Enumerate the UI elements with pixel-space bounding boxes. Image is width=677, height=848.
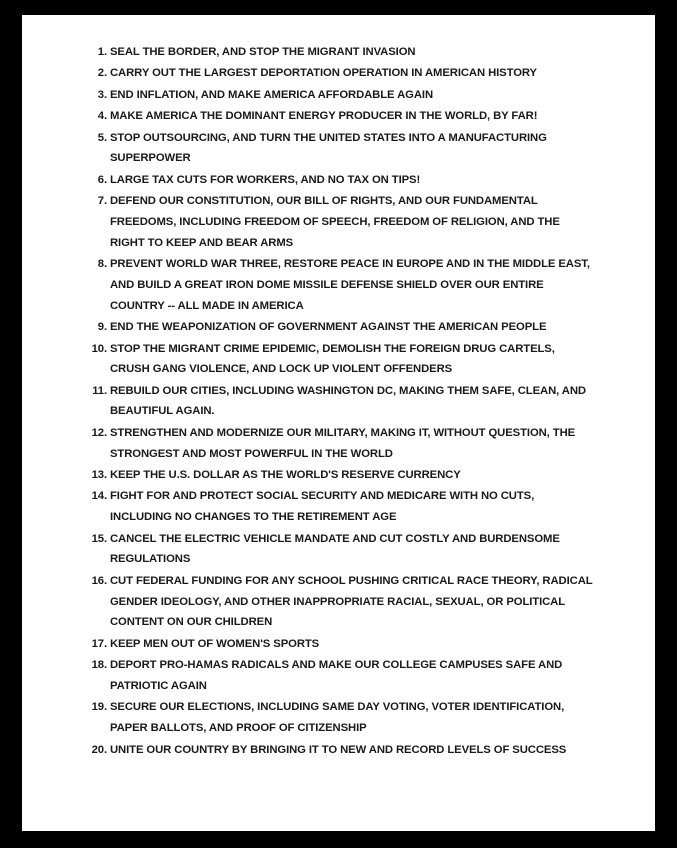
item-text: CUT FEDERAL FUNDING FOR ANY SCHOOL PUSHING CRITICAL RACE THEORY, RADICAL GENDER IDEOLOGY, AND OTHER INAPPROPRIATE RACIAL, SEXUAL, OR POLITICAL CONTENT ON OUR CHILDREN	[110, 574, 593, 629]
item-number: 14.	[91, 490, 107, 503]
list-item	[22, 655, 655, 697]
item-text: LARGE TAX CUTS FOR WORKERS, AND NO TAX ON TIPS!	[110, 173, 421, 186]
item-text: STRENGTHEN AND MODERNIZE OUR MILITARY, MAKING IT, WITHOUT QUESTION, THE STRONGEST AND MOST POWERFUL IN THE WORLD	[110, 426, 576, 460]
item-text: END THE WEAPONIZATION OF GOVERNMENT AGAINST THE AMERICAN PEOPLE	[110, 321, 547, 334]
item-number: 20.	[91, 743, 107, 756]
list-item	[22, 191, 655, 253]
item-number: 19.	[91, 701, 107, 714]
item-number: 17.	[91, 637, 107, 650]
item-text: FIGHT FOR AND PROTECT SOCIAL SECURITY AND MEDICARE WITH NO CUTS, INCLUDING NO CHANGES TO THE RETIREMENT AGE	[110, 490, 535, 524]
item-text: CARRY OUT THE LARGEST DEPORTATION OPERATION IN AMERICAN HISTORY	[110, 67, 537, 80]
list-item	[22, 634, 655, 655]
item-number: 2.	[97, 67, 107, 80]
list-item	[22, 170, 655, 191]
list-item	[22, 254, 655, 316]
item-text: DEPORT PRO-HAMAS RADICALS AND MAKE OUR COLLEGE CAMPUSES SAFE AND PATRIOTIC AGAIN	[110, 659, 563, 692]
item-text: DEFEND OUR CONSTITUTION, OUR BILL OF RIGHTS, AND OUR FUNDAMENTAL FREEDOMS, INCLUDING FREEDOM OF SPEECH, FREEDOM OF RELIGION, AND THE RIGHT TO KEEP AND BEAR ARMS	[110, 195, 560, 249]
item-number: 3.	[97, 88, 107, 101]
item-number: 6.	[97, 173, 107, 186]
list-item	[22, 317, 655, 338]
item-text: SEAL THE BORDER, AND STOP THE MIGRANT INVASION	[110, 46, 416, 58]
list-item	[22, 697, 655, 739]
item-number: 10.	[91, 342, 107, 355]
item-text: STOP OUTSOURCING, AND TURN THE UNITED STATES INTO A MANUFACTURING SUPERPOWER	[110, 131, 547, 165]
item-text: KEEP THE U.S. DOLLAR AS THE WORLD'S RESERVE CURRENCY	[110, 469, 461, 482]
list-item	[22, 529, 655, 571]
numbered-list	[22, 42, 655, 761]
item-number: 8.	[97, 258, 107, 271]
item-text: KEEP MEN OUT OF WOMEN'S SPORTS	[110, 637, 320, 650]
list-item	[22, 128, 655, 170]
item-text: SECURE OUR ELECTIONS, INCLUDING SAME DAY VOTING, VOTER IDENTIFICATION, PAPER BALLOTS, AND PROOF OF CITIZENSHIP	[110, 701, 565, 735]
item-number: 12.	[91, 426, 107, 439]
item-number: 7.	[97, 195, 107, 208]
list-item	[22, 42, 655, 63]
list-item	[22, 63, 655, 84]
list-item	[22, 571, 655, 633]
item-number: 18.	[91, 659, 107, 672]
list-item	[22, 85, 655, 106]
list-item	[22, 423, 655, 465]
item-number: 16.	[91, 574, 107, 587]
list-item	[22, 465, 655, 486]
item-number: 15.	[91, 532, 107, 545]
list-item	[22, 486, 655, 528]
item-number: 13.	[91, 469, 107, 482]
item-number: 1.	[97, 46, 107, 58]
item-text: PREVENT WORLD WAR THREE, RESTORE PEACE IN EUROPE AND IN THE MIDDLE EAST, AND BUILD A GREAT IRON DOME MISSILE DEFENSE SHIELD OVER OUR ENTIRE COUNTRY -- ALL MADE IN AMERICA	[110, 258, 590, 312]
item-text: UNITE OUR COUNTRY BY BRINGING IT TO NEW AND RECORD LEVELS OF SUCCESS	[110, 743, 567, 756]
item-number: 9.	[97, 321, 107, 334]
item-text: MAKE AMERICA THE DOMINANT ENERGY PRODUCER IN THE WORLD, BY FAR!	[110, 110, 538, 123]
list-item	[22, 106, 655, 127]
list-item	[22, 339, 655, 381]
list-item	[22, 381, 655, 423]
item-number: 11.	[92, 384, 107, 397]
item-text: CANCEL THE ELECTRIC VEHICLE MANDATE AND CUT COSTLY AND BURDENSOME REGULATIONS	[110, 532, 560, 566]
item-number: 5.	[97, 131, 107, 144]
item-text: REBUILD OUR CITIES, INCLUDING WASHINGTON DC, MAKING THEM SAFE, CLEAN, AND BEAUTIFUL AGAIN.	[110, 384, 586, 418]
item-text: END INFLATION, AND MAKE AMERICA AFFORDABLE AGAIN	[110, 88, 433, 101]
list-item	[22, 740, 655, 761]
document-page	[22, 15, 655, 831]
item-number: 4.	[97, 110, 107, 123]
item-text: STOP THE MIGRANT CRIME EPIDEMIC, DEMOLISH THE FOREIGN DRUG CARTELS, CRUSH GANG VIOLENCE, AND LOCK UP VIOLENT OFFENDERS	[110, 342, 555, 376]
